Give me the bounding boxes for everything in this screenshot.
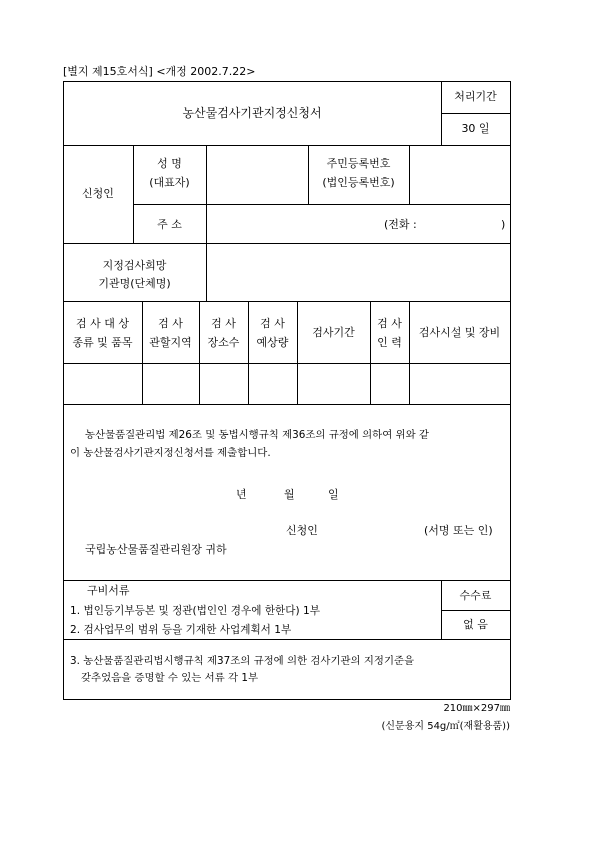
paper-size: 210㎜×297㎜: [443, 703, 510, 714]
signature-note: (서명 또는 인): [424, 524, 493, 537]
cell-expected-volume[interactable]: [249, 364, 296, 403]
date-month-label: 월: [284, 488, 295, 501]
date-year-label: 년: [236, 488, 247, 501]
applicant-label: 신청인: [82, 187, 114, 200]
cell-inspection-period[interactable]: [298, 364, 369, 403]
statement-line1: 농산물품질관리법 제26조 및 동법시행규칙 제36조의 규정에 의하여 위와 같: [85, 429, 429, 441]
document-item-2: 2. 검사업무의 범위 등을 기재한 사업계획서 1부: [70, 624, 292, 636]
col-facilities: 검사시설 및 장비: [418, 326, 501, 339]
processing-period-label: 처리기간: [454, 90, 497, 103]
outer-top-border: [63, 81, 511, 82]
col-jurisdiction-line1: 검 사: [158, 317, 183, 330]
address-field[interactable]: [207, 205, 377, 242]
signer-label: 신청인: [286, 524, 318, 537]
address-label: 주 소: [157, 218, 182, 231]
cell-facilities[interactable]: [410, 364, 509, 403]
cell-inspection-target[interactable]: [64, 364, 141, 403]
institution-label-line1: 지정검사희망: [102, 259, 167, 272]
cell-location-count[interactable]: [200, 364, 247, 403]
col-expected-volume-line1: 검 사: [260, 317, 285, 330]
id-label-line2: (법인등록번호): [322, 176, 395, 189]
documents-heading: 구비서류: [87, 584, 130, 597]
date-day-label: 일: [328, 488, 339, 501]
phone-field[interactable]: [432, 212, 498, 236]
document-item-1: 1. 법인등기부등본 및 정관(법인인 경우에 한한다) 1부: [70, 605, 320, 617]
registration-number-field[interactable]: [410, 146, 509, 203]
fee-label: 수수료: [459, 589, 492, 602]
col-location-count-line2: 장소수: [207, 336, 240, 349]
id-label-left: [308, 145, 309, 204]
col-inspection-target-line1: 검 사 대 상: [76, 317, 129, 330]
fee-value: 없 음: [463, 618, 488, 631]
col-inspection-period: 검사기간: [312, 326, 355, 339]
recipient-line: 국립농산물품질관리원장 귀하: [85, 543, 227, 556]
fee-mid: [441, 610, 510, 611]
paper-spec: (신문용지 54g/㎡(재활용품)): [381, 721, 510, 732]
statement-bottom: [63, 580, 511, 581]
table-bottom: [63, 404, 511, 405]
cell-jurisdiction[interactable]: [143, 364, 198, 403]
outer-bottom-border: [63, 699, 511, 700]
statement-line2: 이 농산물검사기관지정신청서를 제출합니다.: [70, 447, 271, 459]
name-label-line2: (대표자): [149, 176, 190, 189]
name-label-line1: 성 명: [157, 157, 182, 170]
institution-name-field[interactable]: [207, 244, 509, 300]
institution-label-line2: 기관명(단체명): [98, 277, 171, 290]
phone-label: (전화 :: [384, 218, 417, 231]
document-item-3-line2: 갖추었음을 증명할 수 있는 서류 각 1부: [81, 672, 258, 684]
outer-right-border: [510, 81, 511, 699]
col-personnel-line1: 검 사: [377, 317, 402, 330]
col-jurisdiction-line2: 관할지역: [149, 336, 192, 349]
documents-separator: [63, 639, 511, 640]
document-item-3-line1: 3. 농산물품질관리법시행규칙 제37조의 규정에 의한 검사기관의 지정기준을: [70, 655, 415, 667]
cell-personnel[interactable]: [371, 364, 408, 403]
name-field[interactable]: [207, 146, 307, 203]
col-expected-volume-line2: 예상량: [256, 336, 289, 349]
id-label-line1: 주민등록번호: [326, 157, 391, 170]
signature-field[interactable]: [330, 520, 420, 540]
form-title: 농산물검사기관지정신청서: [182, 106, 322, 120]
institution-bottom: [63, 301, 511, 302]
col-location-count-line1: 검 사: [211, 317, 236, 330]
form-number: [별지 제15호서식] <개정 2002.7.22>: [63, 65, 256, 78]
col-personnel-line2: 인 력: [377, 336, 402, 349]
period-divider: [441, 113, 510, 114]
phone-close: ): [501, 218, 506, 231]
col-inspection-target-line2: 종류 및 품목: [72, 336, 133, 349]
processing-period-value: 30 일: [461, 122, 490, 135]
